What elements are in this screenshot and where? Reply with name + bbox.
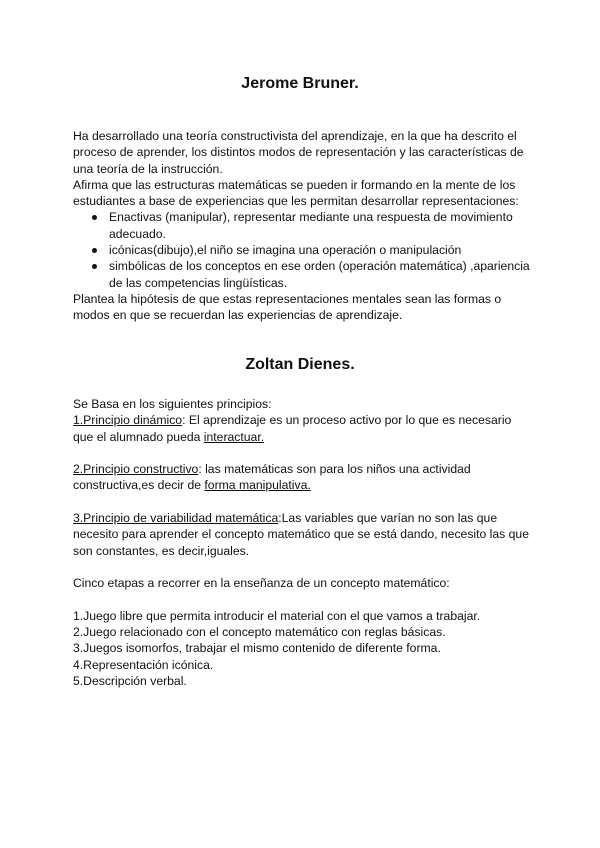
principle-text: :Las variables que varían no son las que necesito para aprender el concepto matemático que se está dando, necesito las que son constantes, es decir,iguales.: [73, 511, 529, 558]
stage-item: 5.Descripción verbal.: [73, 674, 187, 689]
bruner-paragraph-1: Ha desarrollado una teoría constructivista del aprendizaje, en la que ha descrito el proceso de aprender, los distintos modos de representación y las características de una teoría de la instrucción.: [73, 129, 524, 176]
principle-text: : las matemáticas son para los niños una actividad constructiva,es decir de: [73, 462, 471, 493]
heading-dienes: Zoltan Dienes.: [245, 356, 355, 373]
stage-item: 3.Juegos isomorfos, trabajar el mismo contenido de diferente forma.: [73, 641, 441, 656]
principle-label: 2.Principio constructivo: [73, 462, 199, 477]
stages-intro: Cinco etapas a recorrer en la enseñanza de un concepto matemático:: [73, 576, 450, 591]
principle-3: [73, 510, 533, 559]
principle-2: [73, 461, 533, 494]
representation-list: [73, 209, 533, 290]
bruner-paragraph-2: Afirma que las estructuras matemáticas se pueden ir formando en la mente de los estudiantes a base de experiencias que les permitan desarrollar representaciones:: [73, 177, 519, 209]
principle-label: 3.Principio de variabilidad matemática: [73, 511, 279, 526]
list-item: Enactivas (manipular), representar mediante una respuesta de movimiento adecuado.: [109, 209, 533, 242]
principle-emphasis: forma manipulativa.: [204, 478, 311, 493]
principle-emphasis: interactuar.: [203, 429, 265, 444]
list-item: simbólicas de los conceptos en ese orden (operación matemática) ,apariencia de las competencias lingüísticas.: [109, 258, 533, 291]
list-item: icónicas(dibujo),el niño se imagina una operación o manipulación: [109, 242, 533, 258]
principle-1: [73, 412, 533, 445]
principle-text: : El aprendizaje es un proceso activo por lo que es necesario que el alumnado pueda: [73, 413, 512, 444]
principle-label: 1.Principio dinámico: [73, 413, 183, 428]
dienes-intro: Se Basa en los siguientes principios:: [73, 397, 272, 411]
heading-bruner: Jerome Bruner.: [241, 75, 359, 92]
bruner-section: [73, 128, 533, 324]
stage-item: 4.Representación icónica.: [73, 657, 214, 672]
dienes-section: [73, 396, 533, 689]
stage-item: 1.Juego libre que permita introducir el material con el que vamos a trabajar.: [73, 608, 481, 623]
stage-item: 2.Juego relacionado con el concepto matemático con reglas básicas.: [73, 625, 446, 640]
bruner-paragraph-3: Plantea la hipótesis de que estas representaciones mentales sean las formas o modos en que se recuerdan las experiencias de aprendizaje.: [73, 291, 502, 323]
